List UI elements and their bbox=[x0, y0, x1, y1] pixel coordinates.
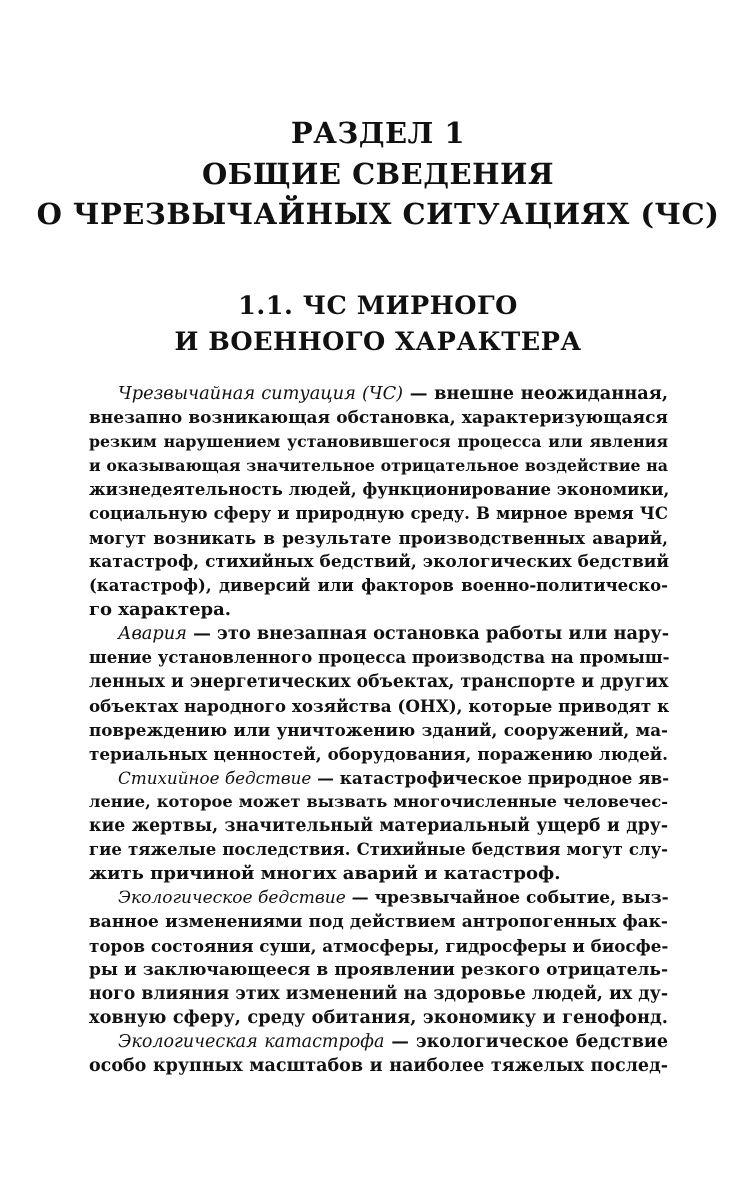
paragraph-line: жить причиной многих аварий и катастроф. bbox=[89, 863, 561, 884]
paragraph-line: катастроф, стихийных бедствий, экологических бедствий bbox=[89, 552, 670, 572]
paragraph-line: Экологическая катастрофа — экологическое бедствие bbox=[118, 1032, 668, 1052]
paragraph-line: особо крупных масштабов и наиболее тяжелых послед- bbox=[89, 1056, 668, 1076]
section-title-line-2: И ВОЕННОГО ХАРАКТЕРА bbox=[174, 327, 582, 357]
paragraph-line: ного влияния этих изменений на здоровье людей, их ду- bbox=[89, 984, 668, 1004]
term-emergency-situation: Чрезвычайная ситуация (ЧС) bbox=[118, 384, 404, 404]
paragraph-line: резким нарушением установившегося процесса или явления bbox=[89, 432, 668, 451]
paragraph-line: ры и заключающееся в проявлении резкого отрицатель- bbox=[89, 960, 668, 980]
term-natural-disaster: Стихийное бедствие bbox=[118, 768, 312, 788]
paragraph-line: торов состояния суши, атмосферы, гидросферы и биосфе- bbox=[89, 936, 669, 956]
paragraph-line: объектах народного хозяйства (ОНХ), которые приводят к bbox=[89, 696, 670, 716]
paragraph-line: ванное изменениями под действием антропогенных фак- bbox=[89, 912, 668, 932]
paragraph-line: ление, которое может вызвать многочисленные человечес- bbox=[89, 792, 668, 811]
paragraph-line: ховную сферу, среду обитания, экономику и генофонд. bbox=[89, 1007, 668, 1028]
term-accident: Авария bbox=[118, 624, 187, 644]
paragraph-line: и оказывающая значительное отрицательное воздействие на bbox=[89, 456, 668, 475]
chapter-title-line-3: О ЧРЕЗВЫЧАЙНЫХ СИТУАЦИЯХ (ЧС) bbox=[36, 197, 720, 231]
term-ecological-disaster: Экологическое бедствие bbox=[118, 888, 346, 908]
paragraph-line: могут возникать в результате производственных аварий, bbox=[89, 528, 668, 548]
paragraph-line: Стихийное бедствие — катастрофическое природное яв- bbox=[118, 768, 670, 788]
term-ecological-catastrophe: Экологическая катастрофа bbox=[118, 1032, 385, 1052]
paragraph-line: Чрезвычайная ситуация (ЧС) — внешне неожиданная, bbox=[118, 383, 669, 404]
paragraph-line: шение установленного процесса производства на промыш- bbox=[89, 648, 670, 667]
section-title-line-1: 1.1. ЧС МИРНОГО bbox=[238, 291, 518, 321]
paragraph-line: социальную сферу и природную среду. В мирное время ЧС bbox=[89, 504, 668, 523]
paragraph-line: ленных и энергетических объектах, транспорте и других bbox=[89, 672, 669, 692]
paragraph-line: повреждению или уничтожению зданий, сооружений, ма- bbox=[89, 720, 668, 740]
chapter-title-line-1: РАЗДЕЛ 1 bbox=[290, 116, 466, 150]
paragraph-line: жизнедеятельность людей, функционирование экономики, bbox=[89, 480, 670, 499]
paragraph-line: го характера. bbox=[89, 599, 232, 620]
paragraph-line: териальных ценностей, оборудования, поражению людей. bbox=[89, 744, 668, 764]
paragraph-line: гие тяжелые последствия. Стихийные бедствия могут слу- bbox=[89, 840, 668, 859]
chapter-title-line-2: ОБЩИЕ СВЕДЕНИЯ bbox=[201, 157, 555, 191]
paragraph-line: Экологическое бедствие — чрезвычайное событие, выз- bbox=[118, 888, 669, 908]
paragraph-line: Авария — это внезапная остановка работы или нару- bbox=[118, 623, 670, 644]
paragraph-line: (катастроф), диверсий или факторов военно-политическо- bbox=[89, 576, 668, 595]
paragraph-line: внезапно возникающая обстановка, характеризующаяся bbox=[89, 408, 668, 428]
paragraph-line: кие жертвы, значительный материальный ущерб и дру- bbox=[89, 816, 668, 836]
